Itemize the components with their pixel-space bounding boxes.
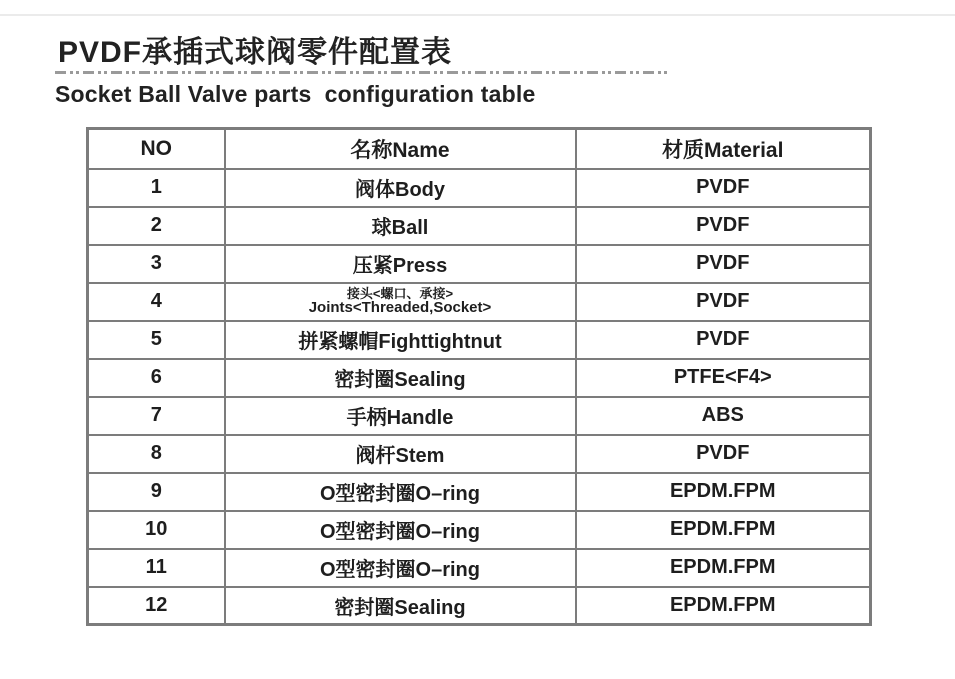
- table-row: [88, 473, 871, 511]
- cell-material: PVDF: [576, 435, 871, 473]
- cell-no: 2: [88, 207, 225, 245]
- table-header-row: [88, 129, 871, 169]
- cell-name: 球Ball: [225, 207, 576, 245]
- page-title-en: Socket Ball Valve parts configuration table: [55, 81, 536, 107]
- table-row: [88, 435, 871, 473]
- cell-material: PVDF: [576, 321, 871, 359]
- table-row: [88, 587, 871, 625]
- table-row: [88, 283, 871, 321]
- cell-name: O型密封圈O–ring: [225, 473, 576, 511]
- cell-material: EPDM.FPM: [576, 587, 871, 625]
- cell-no: 5: [88, 321, 225, 359]
- cell-name: 阀体Body: [225, 169, 576, 207]
- header-material: 材质Material: [576, 129, 871, 169]
- cell-no: 9: [88, 473, 225, 511]
- table-row: [88, 397, 871, 435]
- cell-no: 6: [88, 359, 225, 397]
- cell-name: O型密封圈O–ring: [225, 549, 576, 587]
- cell-no: 12: [88, 587, 225, 625]
- table-row: [88, 207, 871, 245]
- cell-material: EPDM.FPM: [576, 549, 871, 587]
- cell-material: ABS: [576, 397, 871, 435]
- table-row: [88, 169, 871, 207]
- parts-table-body: [88, 169, 871, 625]
- cell-name: 阀杆Stem: [225, 435, 576, 473]
- cell-no: 7: [88, 397, 225, 435]
- table-row: [88, 359, 871, 397]
- page-title-zh: PVDF承插式球阀零件配置表: [58, 36, 453, 69]
- cell-material: PVDF: [576, 207, 871, 245]
- cell-material: PVDF: [576, 245, 871, 283]
- cell-material: PTFE<F4>: [576, 359, 871, 397]
- table-row: [88, 321, 871, 359]
- cell-name-line-zh: 接头<螺口、承接>: [346, 285, 454, 301]
- header-no: NO: [88, 129, 225, 169]
- cell-no: 1: [88, 169, 225, 207]
- cell-name: 密封圈Sealing: [225, 359, 576, 397]
- cell-no: 11: [88, 549, 225, 587]
- cell-material: PVDF: [576, 169, 871, 207]
- cell-name: 密封圈Sealing: [225, 587, 576, 625]
- cell-no: 3: [88, 245, 225, 283]
- cell-name: 压紧Press: [225, 245, 576, 283]
- table-row: [88, 511, 871, 549]
- cell-no: 8: [88, 435, 225, 473]
- cell-name: 手柄Handle: [225, 397, 576, 435]
- table-row: [88, 245, 871, 283]
- table-row: [88, 549, 871, 587]
- cell-name: [225, 283, 576, 321]
- cell-material: EPDM.FPM: [576, 473, 871, 511]
- cell-no: 10: [88, 511, 225, 549]
- dash-dot-divider: [55, 71, 668, 74]
- parts-configuration-table: [86, 127, 872, 626]
- cell-name: O型密封圈O–ring: [225, 511, 576, 549]
- cell-material: PVDF: [576, 283, 871, 321]
- cell-material: EPDM.FPM: [576, 511, 871, 549]
- header-name: 名称Name: [225, 129, 576, 169]
- top-rule-line: [0, 14, 955, 16]
- cell-name: 拼紧螺帽Fighttightnut: [225, 321, 576, 359]
- cell-no: 4: [88, 283, 225, 321]
- cell-name-line-en: Joints<Threaded,Socket>: [308, 299, 492, 317]
